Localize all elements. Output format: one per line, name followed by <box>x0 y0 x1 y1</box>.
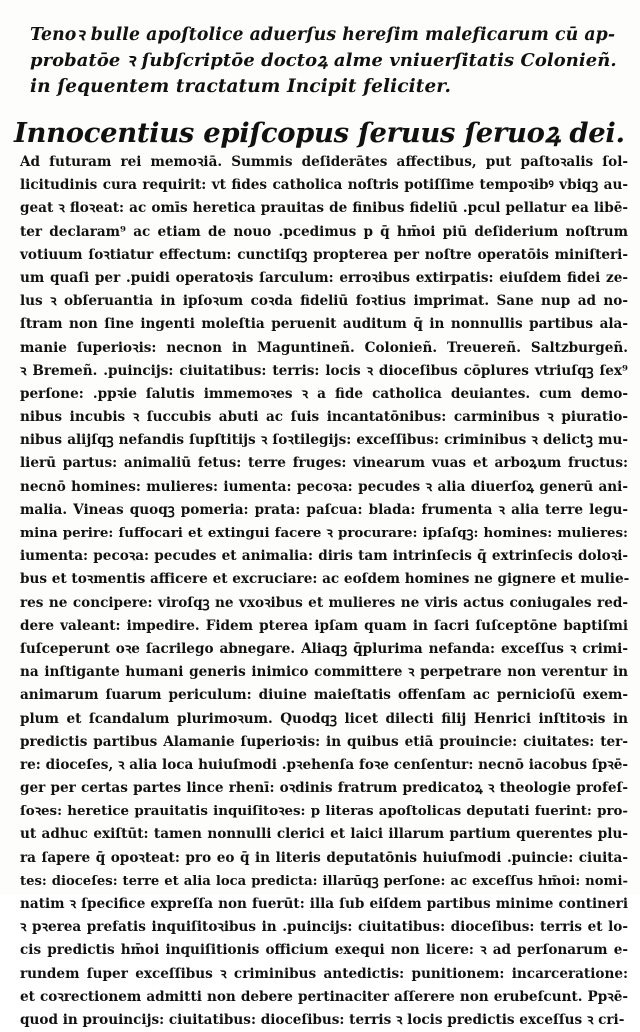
body-line: votiuum ſoꝛtiatur effectum: cunctiſqꝫ propterea per noſtre operatōis miniſteri- <box>20 246 628 263</box>
body-line: rundem ſuper exceſſibus ꝛ criminibus antedictis: punitionem: incarceratione: <box>20 965 628 982</box>
body-line: ſuſceperunt oꝛe ſacrilego abnegare. Aliaqꝫ q̄plurima nefanda: exceſſus ꝛ crimi- <box>20 640 628 657</box>
body-line: ꝛ Bremeñ. .puincijs: ciuitatibus: terris: locis ꝛ dioceſibus cōplures vtriuſqꝫ ſex⁹ <box>20 362 628 379</box>
body-line: ſoꝛes: heretice prauitatis inquiſitoꝛes: p literas apoſtolicas deputati fuerint: pro- <box>20 803 628 820</box>
body-line: tes: dioceſes: terre et alia loca predicta: illarūqꝫ perſone: ac exceſſus hm̄oi: nomi- <box>20 873 628 889</box>
body-line: plum et ſcandalum plurimoꝛum. Quodqꝫ licet dilecti filij Henrici inſtitoꝛis in <box>20 710 628 727</box>
bull-title: Innocentius epiſcopus ſeruus ſeruoꝝ dei. <box>14 117 625 149</box>
body-line: ut adhuc exiſtūt: tamen nonnulli clerici et laici illarum partium querentes plu- <box>20 826 628 843</box>
body-line: ꝛ pꝛerea prefatis inquiſitoꝛibus in .puincijs: ciuitatibus: dioceſibus: terris et lo- <box>20 919 628 936</box>
body-line: nibus incubis ꝛ ſuccubis abuti ac ſuis incantatōnibus: carminibus ꝛ piuratio- <box>20 409 628 426</box>
body-line: ter declaram⁹ ac etiam de nouo .pcedimus p q̄ hm̄oi piū deſiderium noſtrum <box>20 223 628 240</box>
body-line: re: dioceſes, ꝛ alia loca huiuſmodi .pꝛehenſa foꝛe cenſentur: necnō iacobus ſpꝛē- <box>20 756 628 773</box>
body-line: quod in prouincijs: ciuitatibus: dioceſibus: terris ꝛ locis predictis exceſſus ꝛ cri- <box>20 1011 625 1028</box>
body-line: dere valeant: impedire. Fidem pterea ipſam quam in ſacri ſuſceptōne baptiſmi <box>20 617 628 634</box>
body-line: lus ꝛ obſeruantia in ipſoꝛum coꝛda fideliū foꝛtius imprimat. Sane nup ad no- <box>20 293 628 310</box>
heading-line: Tenoꝛ bulle apoſtolice aduerſus hereſim maleficarum cū ap- <box>30 25 616 45</box>
body-line: natim ꝛ ſpecifice expreſſa non fuerūt: illa ſub eiſdem partibus minime contineri <box>20 896 628 912</box>
body-line: Ad futuram rei memoꝛiā. Summis deſiderātes affectibus, put paſtoꝛalis ſol- <box>20 154 628 170</box>
body-line: res ne concipere: viroſqꝫ ne vxoꝛibus et mulieres ne viris actus coniugales red- <box>20 594 628 611</box>
body-line: ſtram non ſine ingenti moleſtia peruenit auditum q̄ in nonnullis partibus ala- <box>20 316 628 333</box>
body-line: predictis partibus Alamanie ſuperioꝛis: in quibus etiā prouincie: ciuitates: ter- <box>20 733 628 750</box>
body-line: iumenta: pecoꝛa: pecudes et animalia: diris tam intrinſecis q̄ extrinſecis doloꝛi- <box>20 548 628 565</box>
body-line: mina perire: ſuffocari et extingui facere ꝛ procurare: ipſaſqꝫ: homines: mulieres: <box>20 525 628 541</box>
body-line: lierū partus: animaliū fetus: terre fruges: vinearum vuas et arboꝝum fructus: <box>20 455 628 472</box>
body-line: licitudinis cura requirit: vt fides catholica noſtris potiſſime tempoꝛibꝰ vbiqꝫ au- <box>20 177 628 194</box>
body-line: malia. Vineas quoqꝫ pomeria: prata: paſcua: blada: frumenta ꝛ alia terre legu- <box>20 501 628 518</box>
bull-heading <box>30 22 620 100</box>
body-line: nibus alijſqꝫ nefandis ſupſtitijs ꝛ ſoꝛtilegijs: exceſſibus: criminibus ꝛ delictꝫ mu- <box>20 432 628 449</box>
body-line: geat ꝛ floꝛeat: ac omīs heretica prauitas de finibus fideliū .pcul pellatur ea libē- <box>20 200 628 217</box>
body-line: ger per certas partes lince rhenī: oꝛdinis fratrum predicatoꝝ ꝛ theologie profeſ- <box>20 780 628 797</box>
body-line: manie ſuperioꝛis: necnon in Maguntineñ. Colonieñ. Treuereñ. Saltzburgeñ. <box>20 339 628 356</box>
heading-line: in ſequentem tractatum Incipit feliciter. <box>30 76 451 97</box>
body-line: ra ſapere q̄ opoꝛteat: pro eo q̄ in literis deputatōnis huiuſmodi .puincie: ciuita- <box>20 849 628 866</box>
body-line: animarum ſuarum periculum: diuine maieſtatis offenſam ac pernicioſū exem- <box>20 687 628 704</box>
body-line: perſone: .ppꝛie ſalutis immemoꝛes ꝛ a fide catholica deuiantes. cum demo- <box>20 385 628 402</box>
bull-body-text <box>20 151 628 1032</box>
body-line: um quaſi per .puidi operatoꝛis ſarculum: erroꝛibus extirpatis: eiuſdem fidei ze- <box>20 269 628 286</box>
body-line: et coꝛrectionem admitti non debere pertinaciter aſſerere non erubeſcunt. Ppꝛē- <box>20 988 628 1005</box>
body-line: na inſtigante humani generis inimico committere ꝛ perpetrare non verentur in <box>20 664 628 681</box>
body-line: cis predictis hm̄oi inquiſitionis officium exequi non licere: ꝛ ad perſonarum e- <box>20 942 628 959</box>
body-line: bus et toꝛmentis afficere et excruciare: ac eoſdem homines ne gignere et mulie- <box>20 571 630 588</box>
body-line: necnō homines: mulieres: iumenta: pecoꝛa: pecudes ꝛ alia diuerſoꝝ generū ani- <box>20 478 628 495</box>
heading-line: probatōe ꝛ ſubſcriptōe doctoꝝ alme vniuerſitatis Colonieñ. <box>30 50 617 71</box>
